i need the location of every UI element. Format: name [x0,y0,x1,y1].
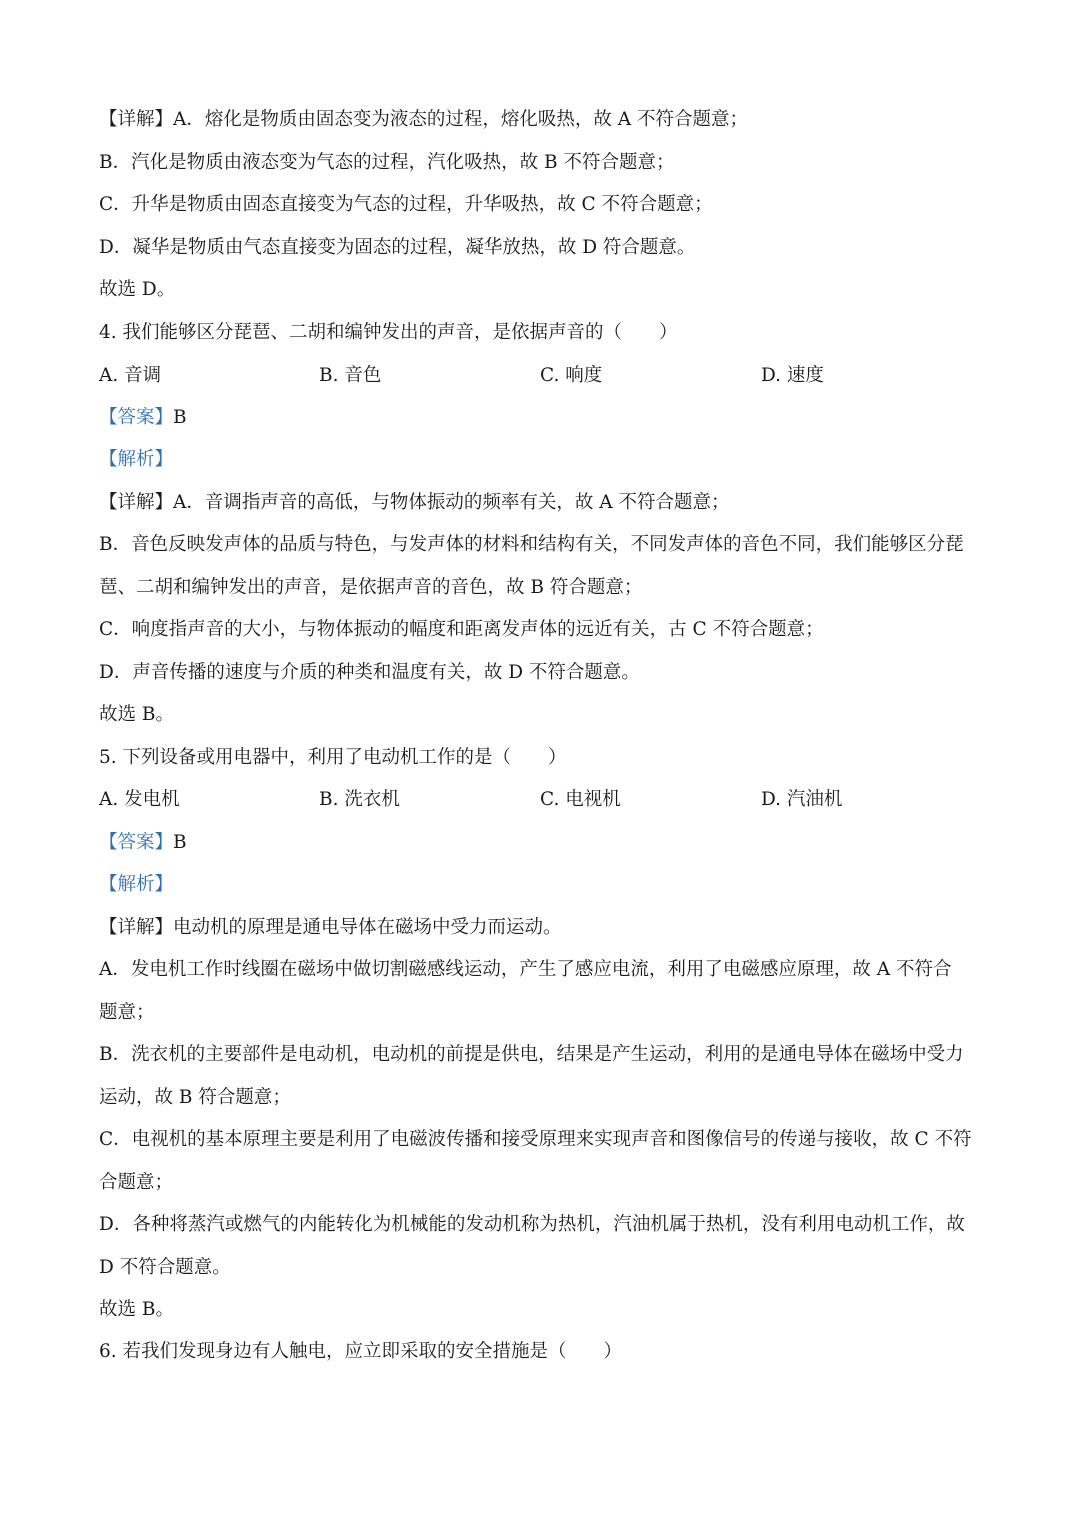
q4-detail-line-b2: 琶、二胡和编钟发出的声音，是依据声音的音色，故 B 符合题意； [99,577,643,598]
q5-detail-line-a2: 题意； [99,1002,155,1023]
q5-detail-line-b2: 运动，故 B 符合题意； [99,1087,291,1108]
q4-option-b: B. 音色 [319,365,382,386]
q5-detail-line-a1: A．发电机工作时线圈在磁场中做切割磁感线运动，产生了感应电流，利用了电磁感应原理，故 A 不符合 [99,959,952,980]
q4-conclusion: 故选 B。 [99,704,174,725]
q5-detail-line-c1: C．电视机的基本原理主要是利用了电磁波传播和接受原理来实现声音和图像信号的传递与接收，故 C 不符 [99,1129,972,1150]
q5-detail-line-c2: 合题意； [99,1172,174,1193]
q5-option-b: B. 洗衣机 [319,789,400,810]
answer-tag: 【答案】 [99,407,174,428]
q5-option-a: A. 发电机 [99,789,180,810]
q3-conclusion: 故选 D。 [99,279,176,300]
q3-detail-line-d: D．凝华是物质由气态直接变为固态的过程，凝华放热，故 D 符合题意。 [99,237,696,258]
q6-stem: 6. 若我们发现身边有人触电，应立即采取的安全措施是（ ） [99,1341,623,1362]
q4-detail-line-c: C．响度指声音的大小，与物体振动的幅度和距离发声体的远近有关，古 C 不符合题意； [99,619,824,640]
detail-tag: 【详解】 [99,492,174,513]
q4-option-c: C. 响度 [540,365,603,386]
q5-detail-line-b1: B．洗衣机的主要部件是电动机，电动机的前提是供电，结果是产生运动，利用的是通电导体在磁场中受力 [99,1044,964,1065]
q5-answer: B [173,832,187,853]
q5-option-c: C. 电视机 [540,789,621,810]
detail-tag: 【详解】 [99,109,174,130]
q3-detail-line-a [99,108,1000,132]
q5-detail-intro-text: 电动机的原理是通电导体在磁场中受力而运动。 [173,917,562,938]
q5-stem: 5. 下列设备或用电器中，利用了电动机工作的是（ ） [99,747,567,768]
q4-option-d: D. 速度 [761,365,824,386]
answer-tag: 【答案】 [99,832,174,853]
q4-option-a: A. 音调 [99,365,162,386]
q4-answer-line [99,406,1000,430]
q5-analysis-tag: 【解析】 [99,874,174,895]
q3-detail-line-c: C．升华是物质由固态直接变为气态的过程，升华吸热，故 C 不符合题意； [99,194,713,215]
q4-detail-text-a: A．音调指声音的高低，与物体振动的频率有关，故 A 不符合题意； [173,492,730,513]
q4-analysis-tag: 【解析】 [99,449,174,470]
q5-answer-line [99,831,1000,855]
q4-answer: B [173,407,187,428]
q5-detail-line-d2: D 不符合题意。 [99,1257,231,1278]
q5-detail-intro [99,916,1000,940]
q5-option-d: D. 汽油机 [761,789,843,810]
q5-conclusion: 故选 B。 [99,1299,174,1320]
q4-detail-line-b1: B．音色反映发声体的品质与特色，与发声体的材料和结构有关，不同发声体的音色不同，我们能够区分琵 [99,534,964,555]
q4-stem: 4. 我们能够区分琵琶、二胡和编钟发出的声音，是依据声音的（ ） [99,322,678,343]
q3-detail-line-b: B．汽化是物质由液态变为气态的过程，汽化吸热，故 B 不符合题意； [99,152,675,173]
detail-tag: 【详解】 [99,917,174,938]
q3-detail-text-a: A．熔化是物质由固态变为液态的过程，熔化吸热，故 A 不符合题意； [173,109,748,130]
q5-detail-line-d1: D．各种将蒸汽或燃气的内能转化为机械能的发动机称为热机，汽油机属于热机，没有利用电动机工作，故 [99,1214,965,1235]
q4-detail-line-d: D．声音传播的速度与介质的种类和温度有关，故 D 不符合题意。 [99,662,640,683]
q4-detail-line-a [99,491,1000,515]
